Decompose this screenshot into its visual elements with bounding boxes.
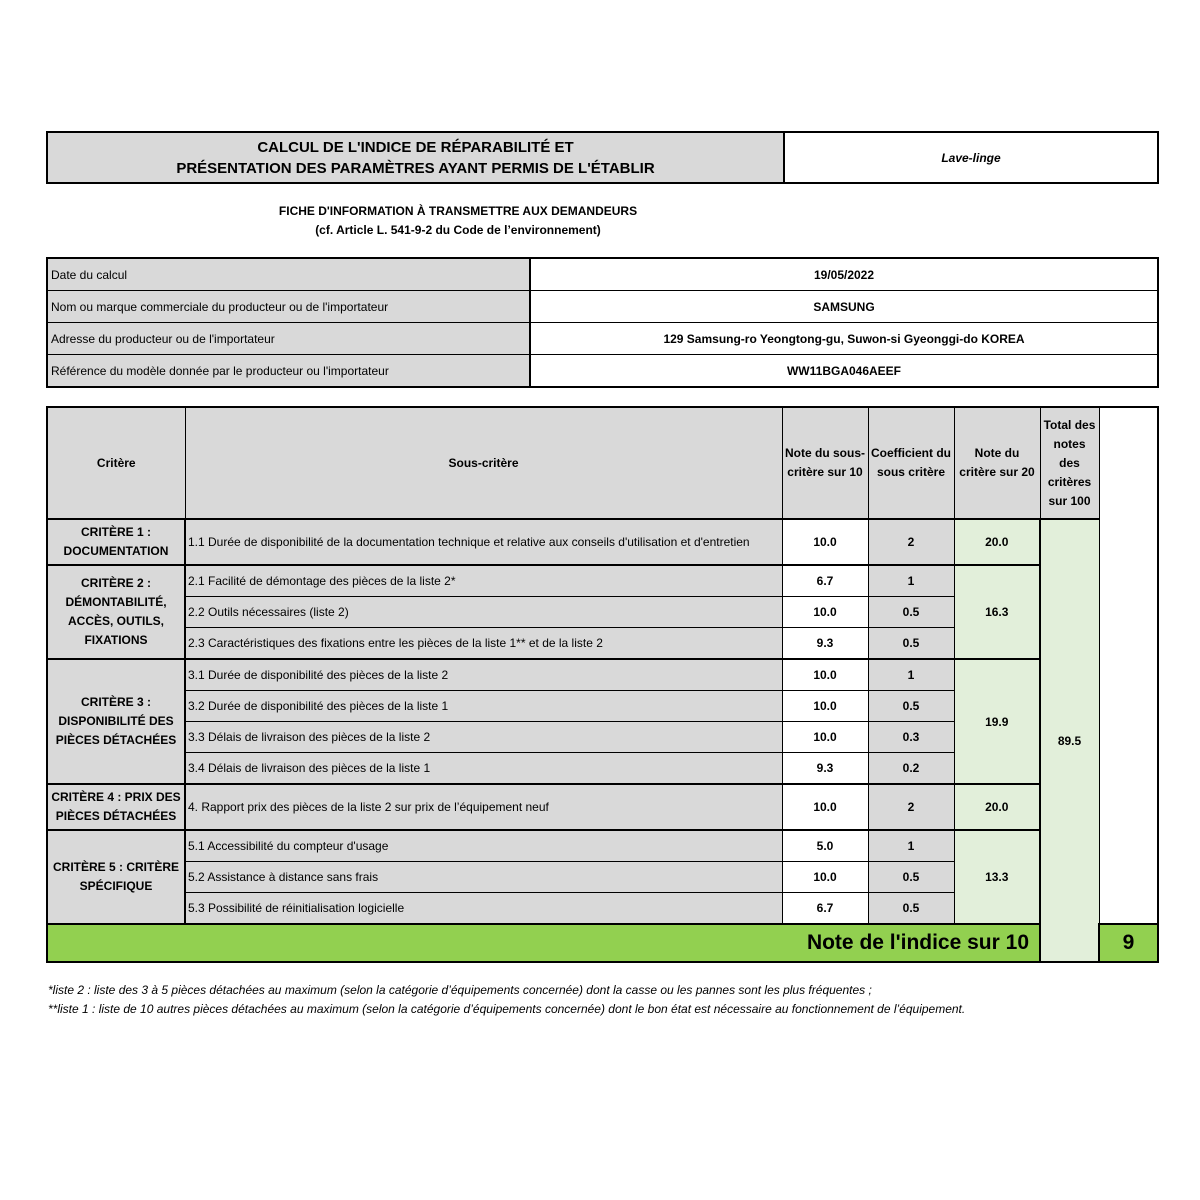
sub-criterion-score: 10.0 (782, 597, 868, 628)
sub-criterion-label: 5.1 Accessibilité du compteur d'usage (185, 830, 782, 862)
sub-criterion-coefficient: 0.5 (868, 862, 954, 893)
sub-criterion-coefficient: 0.2 (868, 753, 954, 785)
sub-criterion-label: 3.4 Délais de livraison des pièces de la liste 1 (185, 753, 782, 785)
fiche-line-2: (cf. Article L. 541-9-2 du Code de l’environnement) (315, 223, 601, 237)
appliance-type: Lave-linge (941, 150, 1001, 165)
criterion-name: CRITÈRE 4 : PRIX DES PIÈCES DÉTACHÉES (47, 784, 185, 830)
title-line-1: CALCUL DE L'INDICE DE RÉPARABILITÉ ET (257, 138, 574, 156)
sub-criterion-label: 2.2 Outils nécessaires (liste 2) (185, 597, 782, 628)
sub-criterion-coefficient: 0.5 (868, 628, 954, 660)
info-label: Date du calcul (47, 258, 530, 291)
info-row-address (47, 323, 1158, 355)
sub-criterion-coefficient: 1 (868, 659, 954, 691)
info-value: 129 Samsung-ro Yeongtong-gu, Suwon-si Gyeonggi-do KOREA (530, 323, 1158, 355)
info-row-model (47, 355, 1158, 388)
total-score: 89.5 (1040, 519, 1099, 962)
column-header-critere: Critère (47, 407, 185, 519)
info-table (46, 257, 1159, 388)
info-label: Adresse du producteur ou de l'importateur (47, 323, 530, 355)
criterion-name: CRITÈRE 3 : DISPONIBILITÉ DES PIÈCES DÉTACHÉES (47, 659, 185, 784)
sub-criterion-label: 2.1 Facilité de démontage des pièces de la liste 2* (185, 565, 782, 597)
sub-criterion-score: 6.7 (782, 565, 868, 597)
footnote-liste-2: *liste 2 : liste des 3 à 5 pièces détachées au maximum (selon la catégorie d’équipements concernée) dont la casse ou les pannes sont les plus fréquentes ; (48, 983, 872, 997)
final-score-value: 9 (1099, 924, 1158, 962)
fiche-line-1: FICHE D'INFORMATION À TRANSMETTRE AUX DEMANDEURS (278, 204, 638, 218)
final-score-row (47, 924, 1158, 962)
footnotes (48, 981, 1158, 1019)
column-header-note-critere: Note du critère sur 20 (954, 407, 1040, 519)
sub-criterion-label: 1.1 Durée de disponibilité de la documentation technique et relative aux conseils d'utilisation et d'entretien (185, 519, 782, 565)
sub-criterion-label: 5.2 Assistance à distance sans frais (185, 862, 782, 893)
sub-criterion-score: 6.7 (782, 893, 868, 925)
sub-criterion-score: 9.3 (782, 753, 868, 785)
header-table (46, 131, 1159, 184)
info-value: SAMSUNG (530, 291, 1158, 323)
info-value: 19/05/2022 (530, 258, 1158, 291)
sub-criterion-score: 10.0 (782, 862, 868, 893)
table-row (47, 659, 1158, 691)
footnote-liste-1: **liste 1 : liste de 10 autres pièces détachées au maximum (selon la catégorie d’équipements concernée) dont le bon état est nécessaire au fonctionnement de l’équipement. (48, 1002, 966, 1016)
table-row (47, 565, 1158, 597)
sub-criterion-label: 3.3 Délais de livraison des pièces de la liste 2 (185, 722, 782, 753)
sub-criterion-label: 2.3 Caractéristiques des fixations entre les pièces de la liste 1** et de la liste 2 (185, 628, 782, 660)
sub-criterion-coefficient: 2 (868, 784, 954, 830)
criterion-name: CRITÈRE 1 : DOCUMENTATION (47, 519, 185, 565)
table-row (47, 519, 1158, 565)
title-line-2: PRÉSENTATION DES PARAMÈTRES AYANT PERMIS DE L'ÉTABLIR (176, 159, 655, 177)
sub-criterion-score: 10.0 (782, 722, 868, 753)
info-row-date (47, 258, 1158, 291)
column-header-coefficient: Coefficient du sous critère (868, 407, 954, 519)
info-value: WW11BGA046AEEF (530, 355, 1158, 388)
criterion-name: CRITÈRE 2 : DÉMONTABILITÉ, ACCÈS, OUTILS, FIXATIONS (47, 565, 185, 659)
sub-criterion-coefficient: 0.5 (868, 691, 954, 722)
table-header-row (47, 407, 1158, 519)
sub-criterion-coefficient: 2 (868, 519, 954, 565)
document-title (48, 133, 785, 182)
column-header-sous-critere: Sous-critère (185, 407, 782, 519)
sub-criterion-coefficient: 0.5 (868, 597, 954, 628)
sub-criterion-score: 10.0 (782, 519, 868, 565)
info-label: Référence du modèle donnée par le producteur ou l'importateur (47, 355, 530, 388)
sub-criterion-coefficient: 1 (868, 565, 954, 597)
info-label: Nom ou marque commerciale du producteur ou de l'importateur (47, 291, 530, 323)
criterion-score: 20.0 (954, 519, 1040, 565)
table-row (47, 830, 1158, 862)
sub-criterion-label: 3.1 Durée de disponibilité des pièces de la liste 2 (185, 659, 782, 691)
sub-criterion-score: 5.0 (782, 830, 868, 862)
info-row-brand (47, 291, 1158, 323)
fiche-heading (180, 202, 736, 240)
sub-criterion-score: 9.3 (782, 628, 868, 660)
criterion-score: 16.3 (954, 565, 1040, 659)
sub-criterion-coefficient: 1 (868, 830, 954, 862)
sub-criterion-score: 10.0 (782, 784, 868, 830)
sub-criterion-label: 3.2 Durée de disponibilité des pièces de la liste 1 (185, 691, 782, 722)
sub-criterion-coefficient: 0.3 (868, 722, 954, 753)
criterion-score: 20.0 (954, 784, 1040, 830)
criterion-name: CRITÈRE 5 : CRITÈRE SPÉCIFIQUE (47, 830, 185, 924)
column-header-total: Total des notes des critères sur 100 (1040, 407, 1099, 519)
sub-criterion-coefficient: 0.5 (868, 893, 954, 925)
column-header-note-sous-critere: Note du sous-critère sur 10 (782, 407, 868, 519)
table-row (47, 784, 1158, 830)
sub-criterion-score: 10.0 (782, 691, 868, 722)
sub-criterion-label: 5.3 Possibilité de réinitialisation logicielle (185, 893, 782, 925)
criteria-table (46, 406, 1159, 963)
criterion-score: 13.3 (954, 830, 1040, 924)
sub-criterion-label: 4. Rapport prix des pièces de la liste 2 sur prix de l’équipement neuf (185, 784, 782, 830)
sub-criterion-score: 10.0 (782, 659, 868, 691)
criterion-score: 19.9 (954, 659, 1040, 784)
final-score-label: Note de l'indice sur 10 (47, 924, 1040, 962)
